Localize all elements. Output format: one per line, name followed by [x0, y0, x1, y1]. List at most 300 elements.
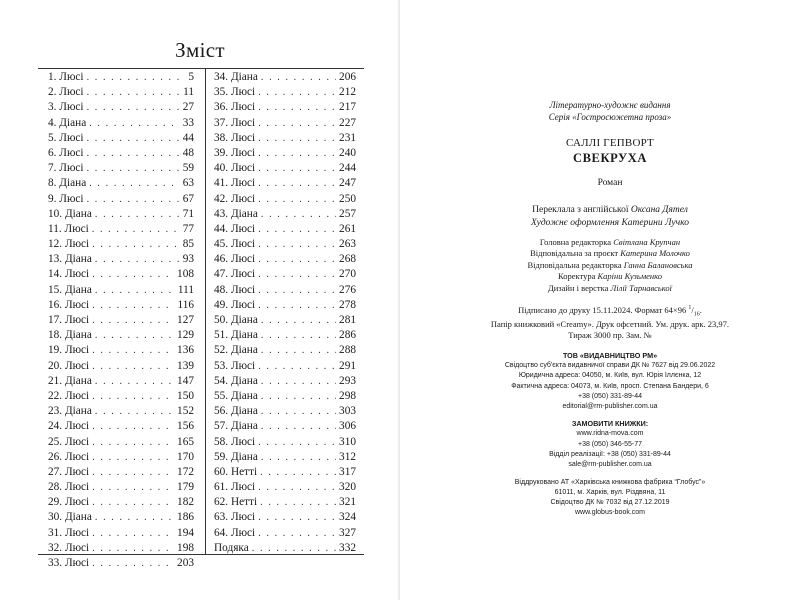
toc-entry-page: 108 — [177, 268, 194, 281]
toc-entry — [48, 465, 194, 480]
toc-entry-page: 288 — [339, 344, 356, 357]
toc-dot-leader — [261, 419, 336, 434]
toc-dot-leader — [261, 389, 336, 404]
order-details — [460, 429, 760, 470]
format-denominator: 16 — [693, 311, 700, 318]
toc-entry — [214, 313, 356, 328]
toc-dot-leader — [258, 161, 336, 176]
toc-entry-page: 85 — [182, 238, 194, 251]
toc-dot-leader — [89, 176, 179, 191]
toc-dot-leader — [258, 85, 336, 100]
toc-entry-label: 55. Діана — [214, 389, 258, 402]
toc-entry-label: 18. Діана — [48, 329, 92, 342]
toc-entry-label: 4. Діана — [48, 116, 87, 129]
printer-detail-line: Свідоцтво ДК № 7032 від 27.12.2019 — [550, 499, 670, 507]
toc-dot-leader — [92, 313, 174, 328]
toc-entry — [214, 116, 356, 131]
toc-entry-page: 227 — [339, 116, 356, 129]
toc-dot-leader — [261, 313, 336, 328]
toc-entry — [214, 450, 356, 465]
toc-entry — [48, 404, 194, 419]
toc-entry-label: 5. Люсі — [48, 131, 84, 144]
toc-entry — [214, 374, 356, 389]
toc-entry-label: 17. Люсі — [48, 314, 90, 326]
toc-entry — [214, 480, 356, 495]
staff-name: Катерина Молочко — [620, 248, 690, 259]
toc-entry-label: 25. Люсі — [48, 435, 90, 448]
toc-entry — [48, 192, 194, 207]
toc-entry-page: 11 — [183, 86, 194, 99]
toc-entry-label: 8. Діана — [48, 177, 87, 190]
toc-entry-label: 62. Нетті — [214, 496, 258, 509]
toc-entry-label: 59. Діана — [214, 450, 258, 463]
toc-entry-page: 247 — [339, 177, 356, 190]
toc-entry-page: 240 — [339, 146, 356, 159]
toc-entry-label: 42. Люсі — [214, 192, 256, 205]
toc-entry-page: 152 — [177, 405, 194, 418]
staff-credit — [460, 237, 760, 248]
toc-dot-leader — [258, 283, 336, 298]
toc-dot-leader — [252, 541, 336, 556]
toc-entry-page: 165 — [177, 435, 194, 448]
toc-entry-page: 77 — [182, 222, 194, 235]
toc-entry-label: 48. Люсі — [214, 283, 256, 296]
toc-dot-leader — [261, 328, 336, 343]
toc-entry-label: 45. Люсі — [214, 238, 256, 251]
toc-entry-label: 21. Діана — [48, 374, 92, 387]
toc-entry — [214, 207, 356, 222]
toc-entry — [48, 419, 194, 434]
translator-credit — [460, 204, 760, 217]
toc-entry-label: 23. Діана — [48, 405, 92, 418]
contents-title: Зміст — [175, 38, 225, 62]
toc-dot-leader — [258, 131, 336, 146]
toc-entry-page: 147 — [177, 374, 194, 387]
toc-entry-page: 150 — [177, 389, 194, 402]
format-numerator: 1 — [688, 305, 692, 312]
toc-dot-leader — [258, 298, 336, 313]
toc-entry-page: 257 — [339, 207, 356, 220]
toc-entry — [214, 541, 356, 556]
print-signed-date-format: Підписано до друку 15.11.2024. Формат 64×96 — [518, 305, 687, 316]
toc-entry-label: 32. Люсі — [48, 541, 90, 554]
toc-dot-leader — [95, 404, 174, 419]
toc-entry-label: 64. Люсі — [214, 526, 256, 539]
toc-entry — [48, 374, 194, 389]
toc-entry — [48, 222, 194, 237]
toc-entry-page: 298 — [339, 389, 356, 402]
toc-entry — [214, 85, 356, 100]
staff-role: Дизайн і верстка — [547, 282, 609, 293]
printer-info — [460, 478, 760, 519]
staff-credit — [460, 260, 760, 271]
toc-entry — [48, 283, 194, 298]
toc-entry-page: 127 — [177, 314, 194, 326]
toc-entry-page: 156 — [177, 420, 194, 433]
toc-dot-leader — [95, 252, 180, 267]
staff-role: Відповідальна редакторка — [527, 259, 622, 270]
publisher-detail-line: Свідоцтво суб'єкта видавничої справи ДК № 7627 від 29.06.2022 — [504, 362, 716, 370]
toc-dot-leader — [261, 70, 336, 85]
toc-entry-page: 170 — [177, 450, 194, 463]
toc-entry-page: 129 — [177, 329, 194, 342]
toc-entry-label: 63. Люсі — [214, 511, 256, 524]
toc-entry-label: 9. Люсі — [48, 192, 84, 205]
toc-entry-label: 28. Люсі — [48, 481, 90, 494]
toc-entry — [48, 100, 194, 115]
toc-entry-label: 27. Люсі — [48, 465, 90, 478]
toc-entry-page: 212 — [339, 86, 356, 99]
print-format-line — [460, 304, 760, 319]
toc-entry — [48, 176, 194, 191]
toc-dot-leader — [87, 131, 180, 146]
toc-entry — [48, 70, 194, 85]
toc-entry — [214, 176, 356, 191]
toc-entry — [48, 161, 194, 176]
toc-dot-leader — [258, 267, 336, 282]
toc-entry-label: 3. Люсі — [48, 101, 84, 114]
staff-credit — [460, 271, 760, 282]
toc-entry — [48, 450, 194, 465]
toc-entry-label: 7. Люсі — [48, 162, 84, 175]
toc-entry-page: 48 — [182, 146, 194, 159]
publisher-detail-line: Юридична адреса: 04050, м. Київ, вул. Юрія Іллєнка, 12 — [518, 372, 702, 380]
toc-entry-page: 206 — [339, 71, 356, 83]
order-detail-line: +38 (050) 346-55-77 — [577, 440, 643, 448]
toc-entry-label: 2. Люсі — [48, 86, 84, 99]
toc-entry-page: 306 — [339, 420, 356, 433]
toc-entry-label: 43. Діана — [214, 207, 258, 220]
main-credits — [460, 204, 760, 230]
toc-dot-leader — [261, 207, 336, 222]
toc-entry-label: 61. Люсі — [214, 481, 256, 494]
toc-dot-leader — [95, 374, 174, 389]
toc-dot-leader — [92, 556, 174, 571]
toc-entry — [48, 313, 194, 328]
toc-entry-label: 44. Люсі — [214, 222, 256, 235]
publisher-detail-line: +38 (050) 331-89-44 — [577, 392, 643, 400]
staff-role: Відповідальна за проєкт — [530, 248, 619, 259]
series-line-series: Серія «Гостросюжетна проза» — [548, 111, 672, 122]
toc-entry — [214, 328, 356, 343]
toc-entry — [214, 252, 356, 267]
printer-detail-line: www.globus-book.com — [574, 509, 646, 517]
toc-dot-leader — [87, 100, 180, 115]
toc-dot-leader — [92, 267, 174, 282]
toc-entry — [48, 328, 194, 343]
toc-entry-label: 47. Люсі — [214, 268, 256, 281]
toc-dot-leader — [92, 450, 174, 465]
toc-entry — [48, 510, 194, 525]
toc-entry-page: 172 — [177, 465, 194, 478]
toc-entry-page: 321 — [339, 496, 356, 509]
toc-entry-page: 270 — [339, 268, 356, 281]
toc-dot-leader — [260, 495, 336, 510]
toc-entry-page: 281 — [339, 314, 356, 326]
toc-entry — [48, 207, 194, 222]
toc-entry — [214, 435, 356, 450]
toc-entry-page: 324 — [339, 511, 356, 524]
toc-entry-page: 263 — [339, 238, 356, 251]
toc-dot-leader — [261, 374, 336, 389]
toc-entry — [214, 510, 356, 525]
toc-entry-label: 49. Люсі — [214, 298, 256, 311]
toc-entry-label: 26. Люсі — [48, 450, 90, 463]
toc-entry — [214, 495, 356, 510]
toc-dot-leader — [258, 359, 336, 374]
translator-role: Переклала з англійської — [532, 205, 629, 216]
toc-entry-page: 203 — [177, 557, 194, 569]
toc-entry — [214, 298, 356, 313]
toc-entry-label: 14. Люсі — [48, 268, 90, 281]
series-line-edition: Літературно-художнє видання — [549, 100, 671, 110]
toc-dot-leader — [258, 526, 336, 541]
toc-entry-label: 1. Люсі — [48, 71, 84, 83]
toc-entry-label: 37. Люсі — [214, 116, 256, 129]
toc-entry — [214, 146, 356, 161]
toc-entry-label: 11. Люсі — [48, 222, 89, 235]
toc-dot-leader — [87, 85, 181, 100]
toc-entry — [214, 465, 356, 480]
toc-entry-page: 276 — [339, 283, 356, 296]
toc-dot-leader — [95, 328, 174, 343]
toc-entry-label: 58. Люсі — [214, 435, 256, 448]
toc-entry — [48, 480, 194, 495]
print-run-line: Тираж 3000 пр. Зам. № — [568, 330, 652, 341]
toc-dot-leader — [92, 526, 174, 541]
toc-entry-page: 71 — [182, 207, 194, 220]
toc-entry-label: 16. Люсі — [48, 298, 90, 311]
staff-name: Ганна Балановська — [623, 259, 693, 270]
toc-dot-leader — [258, 100, 336, 115]
format-slash: / — [691, 305, 694, 316]
toc-entry — [48, 389, 194, 404]
imprint-block — [460, 100, 760, 519]
toc-entry-label: 60. Нетті — [214, 465, 258, 478]
toc-entry-label: 10. Діана — [48, 207, 92, 220]
toc-entry-page: 310 — [339, 435, 356, 448]
toc-dot-leader — [92, 495, 174, 510]
toc-entry — [48, 359, 194, 374]
order-detail-line: www.ridna-mova.com — [576, 430, 644, 438]
toc-dot-leader — [92, 480, 174, 495]
contents-column-right — [214, 68, 356, 556]
toc-dot-leader — [89, 116, 179, 131]
toc-entry-page: 136 — [177, 344, 194, 357]
toc-dot-leader — [258, 116, 336, 131]
toc-dot-leader — [258, 480, 336, 495]
staff-credits — [460, 237, 760, 294]
toc-entry — [48, 116, 194, 131]
toc-entry-page: 312 — [339, 450, 356, 463]
genre: Роман — [597, 177, 623, 188]
toc-entry-label: 24. Люсі — [48, 420, 90, 433]
staff-credit — [460, 248, 760, 259]
toc-entry-label: 39. Люсі — [214, 146, 256, 159]
toc-entry — [48, 146, 194, 161]
toc-entry — [214, 70, 356, 85]
toc-entry-page: 93 — [182, 253, 194, 266]
toc-entry — [214, 100, 356, 115]
order-detail-line: Відділ реалізації: +38 (050) 331-89-44 — [549, 450, 671, 458]
toc-dot-leader — [260, 465, 336, 480]
cover-designer-name: Катерини Лучко — [621, 218, 689, 229]
toc-entry-page: 179 — [177, 481, 194, 494]
toc-entry-label: 34. Діана — [214, 71, 258, 83]
toc-dot-leader — [92, 298, 174, 313]
toc-entry — [48, 526, 194, 541]
toc-entry — [48, 131, 194, 146]
toc-entry-page: 320 — [339, 481, 356, 494]
toc-entry-page: 116 — [177, 298, 194, 311]
toc-entry-label: 40. Люсі — [214, 162, 256, 175]
staff-name: Лілії Тарнавської — [610, 282, 673, 293]
toc-entry-page: 244 — [339, 162, 356, 175]
toc-dot-leader — [87, 146, 180, 161]
publisher-details — [460, 361, 760, 412]
toc-dot-leader — [92, 389, 174, 404]
toc-dot-leader — [92, 222, 180, 237]
translator-name: Оксана Дятел — [630, 205, 688, 216]
toc-entry — [48, 85, 194, 100]
toc-entry-page: 327 — [339, 526, 356, 539]
toc-entry-page: 194 — [177, 526, 194, 539]
toc-dot-leader — [92, 419, 174, 434]
toc-entry — [48, 343, 194, 358]
toc-entry-page: 111 — [177, 283, 194, 296]
toc-entry — [48, 237, 194, 252]
toc-entry-label: 15. Діана — [48, 283, 92, 296]
toc-entry-label: 29. Люсі — [48, 496, 90, 509]
order-detail-line: sale@rm-publisher.com.ua — [568, 460, 652, 468]
column-divider — [205, 68, 206, 554]
toc-entry-label: 13. Діана — [48, 253, 92, 266]
toc-dot-leader — [258, 510, 336, 525]
toc-entry-label: 51. Діана — [214, 329, 258, 342]
toc-entry-label: 36. Люсі — [214, 101, 256, 114]
staff-role: Головна редакторка — [539, 236, 612, 247]
order-info — [460, 419, 760, 470]
toc-dot-leader — [258, 146, 336, 161]
toc-entry-label: 53. Люсі — [214, 359, 256, 372]
toc-dot-leader — [87, 161, 180, 176]
toc-entry-page: 63 — [182, 177, 194, 190]
toc-entry — [48, 541, 194, 556]
toc-entry-label: Подяка — [214, 541, 249, 554]
paper-line: Папір книжковий «Creamy». Друк офсетний. Ум. друк. арк. 23,97. — [490, 318, 730, 329]
publisher-name: ТОВ «ВИДАВНИЦТВО РМ» — [562, 350, 658, 360]
toc-entry — [48, 252, 194, 267]
toc-entry-page: 27 — [182, 101, 194, 114]
toc-entry-page: 186 — [177, 511, 194, 524]
toc-entry — [48, 298, 194, 313]
toc-entry-label: 41. Люсі — [214, 177, 256, 190]
toc-dot-leader — [95, 207, 180, 222]
toc-dot-leader — [95, 283, 175, 298]
cover-design-credit — [460, 217, 760, 230]
toc-dot-leader — [261, 404, 336, 419]
toc-dot-leader — [92, 435, 174, 450]
toc-dot-leader — [258, 192, 336, 207]
toc-entry-label: 38. Люсі — [214, 131, 256, 144]
toc-entry — [214, 389, 356, 404]
staff-name: Світлана Крупчан — [613, 236, 681, 247]
toc-entry-page: 44 — [182, 131, 194, 144]
toc-entry — [48, 556, 194, 571]
toc-entry — [214, 283, 356, 298]
toc-entry — [214, 131, 356, 146]
toc-entry-label: 35. Люсі — [214, 86, 256, 99]
toc-entry — [214, 237, 356, 252]
toc-entry-label: 19. Люсі — [48, 344, 90, 357]
toc-entry — [48, 435, 194, 450]
toc-entry-label: 31. Люсі — [48, 526, 90, 539]
toc-entry-page: 33 — [182, 116, 194, 129]
toc-dot-leader — [92, 237, 180, 252]
toc-entry-label: 52. Діана — [214, 344, 258, 357]
toc-entry — [214, 192, 356, 207]
toc-dot-leader — [87, 70, 186, 85]
toc-dot-leader — [95, 510, 174, 525]
book-title: СВЕКРУХА — [572, 151, 648, 166]
author-name: САЛЛІ ГЕПВОРТ — [566, 136, 654, 149]
order-title: ЗАМОВИТИ КНИЖКИ: — [571, 418, 649, 428]
toc-entry-page: 231 — [339, 131, 356, 144]
toc-entry-page: 250 — [339, 192, 356, 205]
toc-entry-page: 317 — [339, 465, 356, 478]
staff-credit — [460, 283, 760, 294]
format-period: . — [699, 305, 702, 316]
toc-dot-leader — [87, 192, 180, 207]
toc-entry-label: 6. Люсі — [48, 146, 84, 159]
toc-entry-page: 5 — [188, 71, 194, 83]
toc-entry-page: 332 — [339, 541, 356, 554]
publisher-detail-line: editorial@rm-publisher.com.ua — [562, 402, 658, 410]
toc-entry — [214, 222, 356, 237]
cover-design-role: Художнє оформлення — [531, 218, 620, 229]
toc-dot-leader — [258, 176, 336, 191]
toc-entry-label: 22. Люсі — [48, 389, 90, 402]
print-data — [460, 304, 760, 342]
toc-dot-leader — [258, 435, 336, 450]
toc-entry — [214, 404, 356, 419]
toc-entry-page: 139 — [177, 359, 194, 372]
staff-role: Коректура — [557, 271, 596, 282]
toc-dot-leader — [258, 252, 336, 267]
toc-entry-page: 286 — [339, 329, 356, 342]
toc-dot-leader — [92, 465, 174, 480]
toc-entry-page: 278 — [339, 298, 356, 311]
toc-entry — [214, 343, 356, 358]
toc-entry-label: 54. Діана — [214, 374, 258, 387]
toc-entry — [214, 359, 356, 374]
toc-entry — [48, 267, 194, 282]
toc-entry-label: 12. Люсі — [48, 238, 90, 251]
printer-detail-line: 61011, м. Харків, вул. Різдвяна, 11 — [554, 489, 666, 497]
toc-entry — [214, 526, 356, 541]
toc-entry-page: 182 — [177, 496, 194, 509]
publisher-info — [460, 351, 760, 412]
toc-dot-leader — [258, 222, 336, 237]
toc-dot-leader — [92, 359, 174, 374]
toc-entry — [214, 161, 356, 176]
toc-dot-leader — [261, 450, 336, 465]
toc-entry-page: 293 — [339, 374, 356, 387]
toc-entry-page: 291 — [339, 359, 356, 372]
toc-entry — [214, 267, 356, 282]
toc-entry-label: 50. Діана — [214, 314, 258, 326]
toc-entry — [214, 419, 356, 434]
